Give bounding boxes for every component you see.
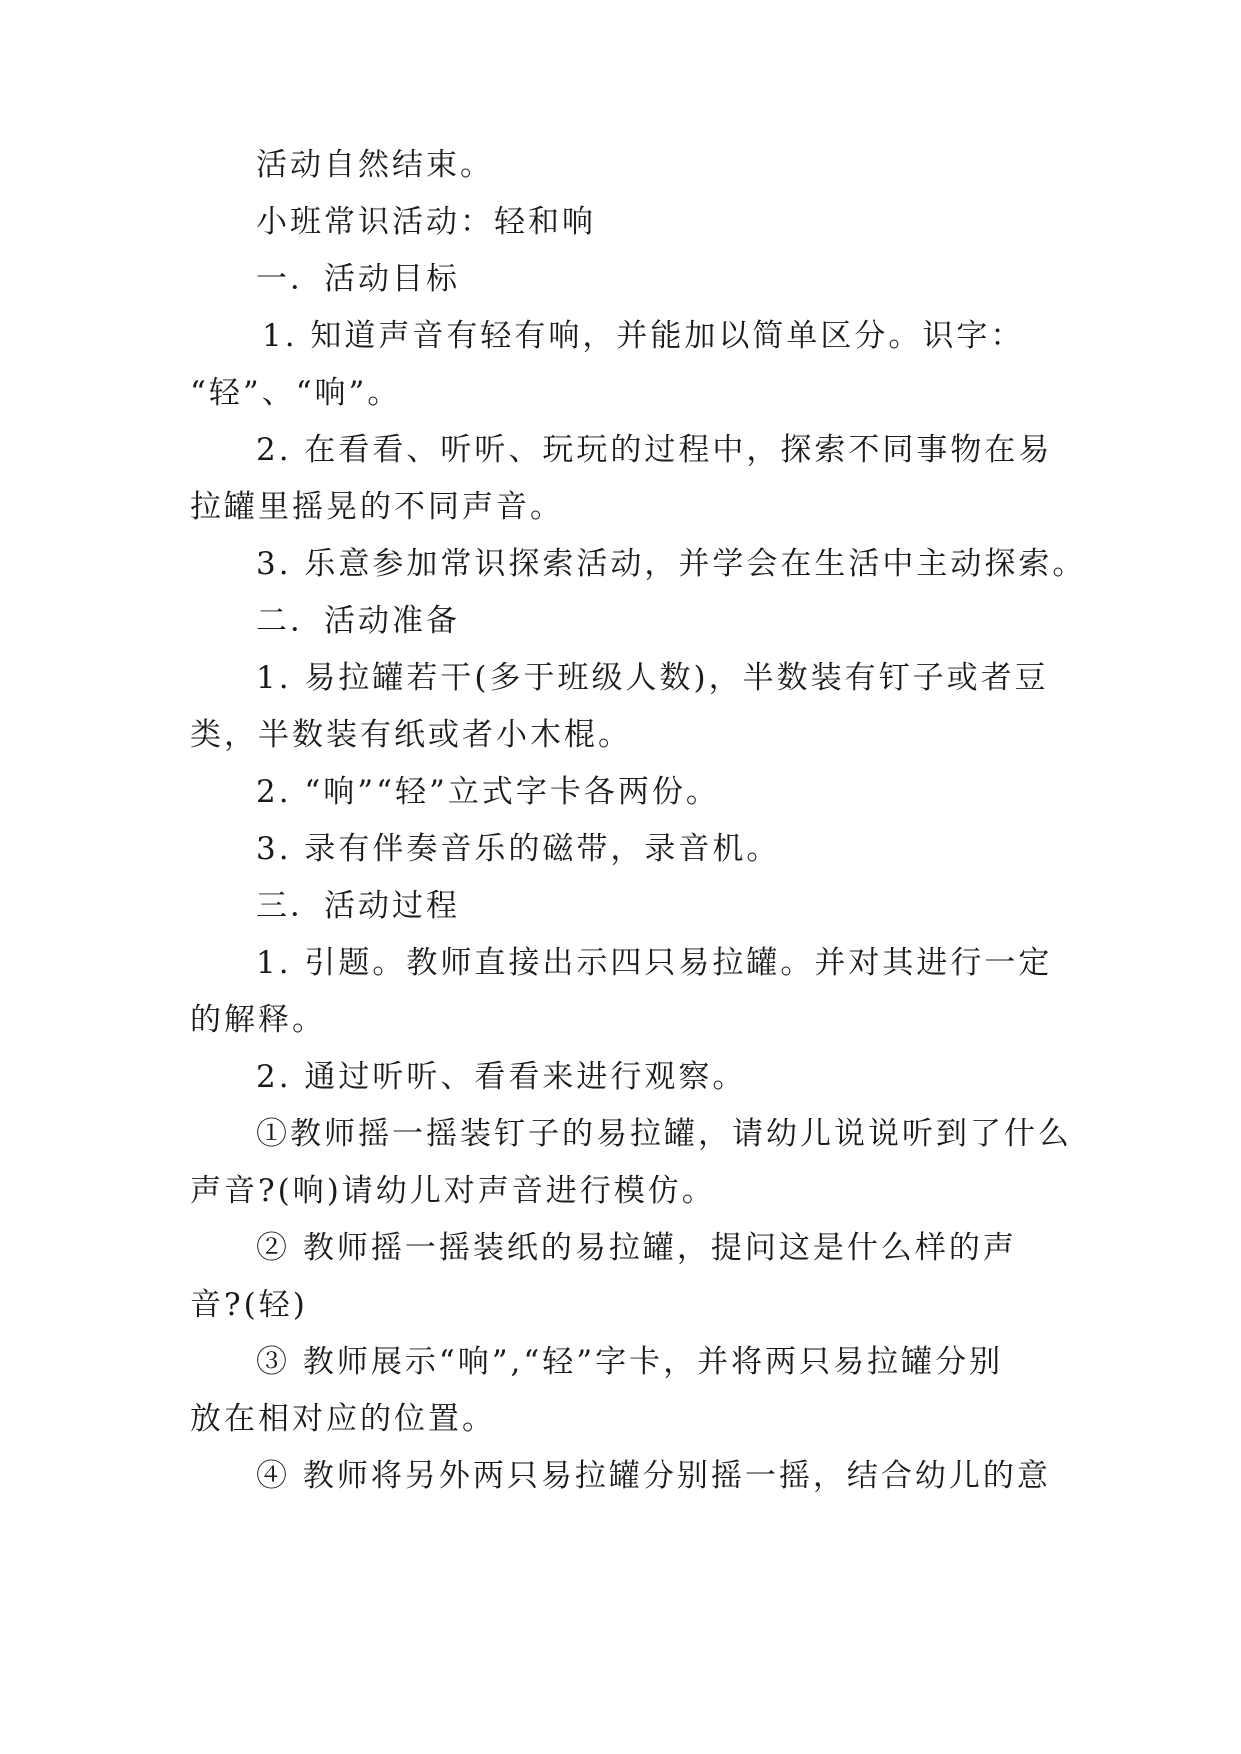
activity-title: 小班常识活动：轻和响 [256, 204, 596, 240]
process-step-3-cont: 放在相对应的位置。 [190, 1401, 496, 1437]
section-heading-goals: 一．活动目标 [256, 261, 460, 297]
prep-item-1: 1. 易拉罐若干(多于班级人数)，半数装有钉子或者豆 [256, 660, 1049, 696]
goal-item-1-cont: “轻”、“响”。 [190, 375, 402, 411]
process-item-2: 2. 通过听听、看看来进行观察。 [256, 1059, 747, 1095]
goal-item-2: 2. 在看看、听听、玩玩的过程中，探索不同事物在易 [256, 432, 1053, 468]
process-step-2: ② 教师摇一摇装纸的易拉罐，提问这是什么样的声 [256, 1230, 1017, 1266]
process-step-3: ③ 教师展示“响”,“轻”字卡，并将两只易拉罐分别 [256, 1344, 1004, 1380]
process-step-4: ④ 教师将另外两只易拉罐分别摇一摇，结合幼儿的意 [256, 1458, 1051, 1494]
process-item-1: 1. 引题。教师直接出示四只易拉罐。并对其进行一定 [256, 945, 1053, 981]
process-item-1-cont: 的解释。 [190, 1002, 326, 1038]
process-step-2-cont: 音?(轻) [190, 1287, 308, 1323]
goal-item-1: 1. 知道声音有轻有响，并能加以简单区分。识字： [262, 318, 1025, 354]
section-heading-process: 三．活动过程 [256, 888, 460, 924]
process-step-1-cont: 声音?(响)请幼儿对声音进行模仿。 [190, 1173, 716, 1209]
prep-item-3: 3. 录有伴奏音乐的磁带，录音机。 [256, 831, 781, 867]
goal-item-3: 3. 乐意参加常识探索活动，并学会在生活中主动探索。 [256, 546, 1087, 582]
prep-item-2: 2. “响”“轻”立式字卡各两份。 [256, 774, 720, 810]
prep-item-1-cont: 类，半数装有纸或者小木棍。 [190, 717, 632, 753]
goal-item-2-cont: 拉罐里摇晃的不同声音。 [190, 489, 564, 525]
paragraph-activity-end: 活动自然结束。 [256, 147, 494, 183]
process-step-1: ①教师摇一摇装钉子的易拉罐，请幼儿说说听到了什么 [256, 1116, 1072, 1152]
section-heading-preparation: 二．活动准备 [256, 603, 460, 639]
